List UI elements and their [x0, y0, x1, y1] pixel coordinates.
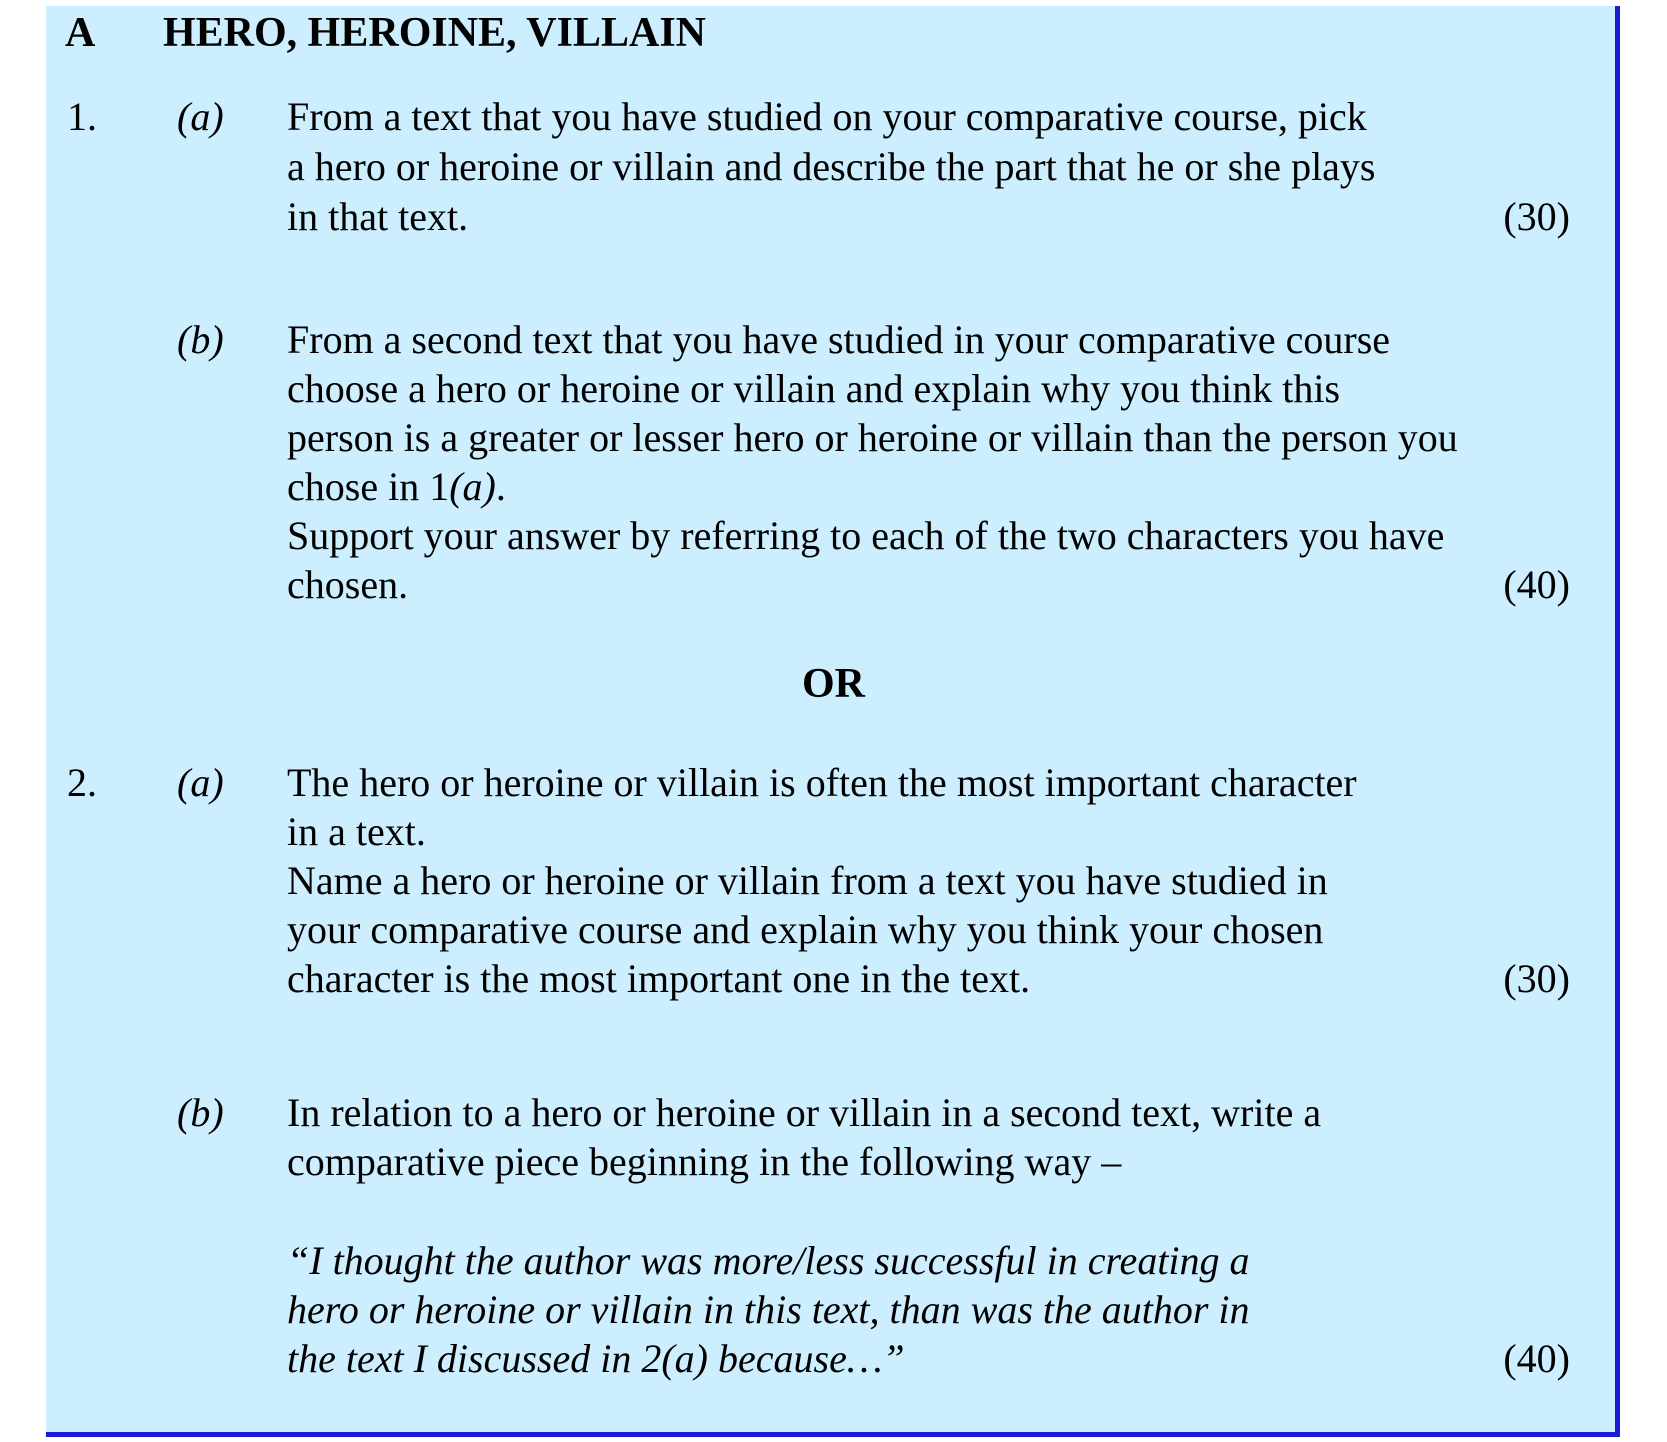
question-2a-line-2: in a text.	[287, 809, 426, 854]
question-2b-quote-line-2: hero or heroine or villain in this text, than was the author in	[287, 1287, 1250, 1332]
question-2a-label: (a)	[177, 760, 224, 805]
question-panel	[46, 6, 1620, 1437]
question-1b-line-1: From a second text that you have studied in your comparative course	[287, 317, 1391, 362]
question-2-number: 2.	[67, 760, 97, 805]
question-1b-marks: (40)	[1503, 562, 1570, 607]
question-1b-chose-prefix: chose in 1	[287, 464, 450, 509]
question-2a-line-3: Name a hero or heroine or villain from a text you have studied in	[287, 858, 1328, 903]
section-letter: A	[65, 10, 96, 56]
question-2b-quote-line-3: the text I discussed in 2(a) because…”	[287, 1336, 905, 1381]
question-1a-label: (a)	[177, 94, 224, 139]
question-1b-line-3: person is a greater or lesser hero or heroine or villain than the person you	[287, 415, 1458, 460]
question-2b-line-2: comparative piece beginning in the following way –	[287, 1139, 1122, 1184]
question-2b-label: (b)	[177, 1090, 224, 1135]
question-1a-line-1: From a text that you have studied on your comparative course, pick	[287, 94, 1367, 139]
question-1b-label: (b)	[177, 317, 224, 362]
question-2b-quote-line-1: “I thought the author was more/less successful in creating a	[287, 1238, 1250, 1283]
question-1b-chose-ref: (a)	[449, 464, 496, 509]
question-2a-line-4: your comparative course and explain why you think your chosen	[287, 907, 1324, 952]
question-2a-line-1: The hero or heroine or villain is often the most important character	[287, 760, 1357, 805]
question-1a-line-3: in that text.	[287, 194, 469, 239]
or-separator: OR	[802, 661, 865, 707]
question-2b-line-1: In relation to a hero or heroine or villain in a second text, write a	[287, 1090, 1322, 1135]
question-1-number: 1.	[67, 94, 97, 139]
question-1b-chose-suffix: .	[495, 464, 506, 509]
section-title: HERO, HEROINE, VILLAIN	[163, 10, 707, 56]
question-1b-line-5: Support your answer by referring to each of the two characters you have	[287, 513, 1445, 558]
question-1a-marks: (30)	[1503, 194, 1570, 239]
question-1a-line-2: a hero or heroine or villain and describe the part that he or she plays	[287, 144, 1376, 189]
question-2b-marks: (40)	[1503, 1336, 1570, 1381]
question-1b-line-6: chosen.	[287, 562, 409, 607]
question-2a-line-5: character is the most important one in the text.	[287, 956, 1031, 1001]
question-1b-line-4	[287, 462, 506, 511]
question-1b-line-2: choose a hero or heroine or villain and explain why you think this	[287, 366, 1341, 411]
question-2a-marks: (30)	[1503, 956, 1570, 1001]
